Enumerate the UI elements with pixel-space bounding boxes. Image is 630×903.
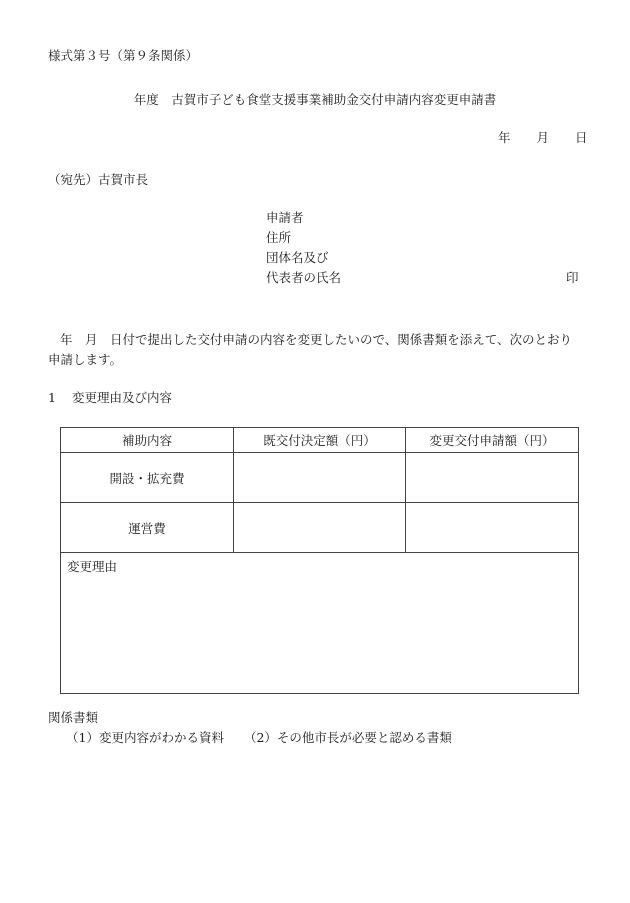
applicant-organization-label: 団体名及び xyxy=(266,250,329,265)
date-month: 月 xyxy=(536,130,550,145)
reason-row xyxy=(61,553,579,694)
reason-cell[interactable] xyxy=(61,553,579,694)
row-requested-amount[interactable] xyxy=(406,503,579,553)
body-paragraph: 年 月 日付で提出した交付申請の内容を変更したいので、関係書類を添えて、次のとおり申請します。 xyxy=(48,332,573,367)
seal-mark: 印 xyxy=(566,270,579,285)
header-item: 補助内容 xyxy=(61,428,234,453)
section-title: 変更理由及び内容 xyxy=(72,390,173,405)
document-title: 年度 古賀市子ども食堂支援事業補助金交付申請内容変更申請書 xyxy=(133,92,497,107)
related-documents-list xyxy=(66,730,452,746)
row-item-label: 開設・拡充費 xyxy=(61,453,234,503)
row-item-label: 運営費 xyxy=(61,503,234,553)
reason-label: 変更理由 xyxy=(67,559,118,574)
applicant-address-label: 住所 xyxy=(266,230,292,245)
table-row xyxy=(61,453,579,503)
date-day: 日 xyxy=(575,130,588,145)
header-requested-amount: 変更交付申請額（円） xyxy=(406,428,579,453)
related-documents-heading: 関係書類 xyxy=(48,710,99,725)
date-line xyxy=(498,130,588,146)
related-document-item: （1）変更内容がわかる資料 xyxy=(66,730,224,745)
addressee: （宛先）古賀市長 xyxy=(48,172,149,187)
row-current-amount[interactable] xyxy=(234,503,406,553)
change-table xyxy=(60,427,579,694)
table-row xyxy=(61,503,579,553)
date-year: 年 xyxy=(498,130,511,145)
related-document-item: （2）その他市長が必要と認める書類 xyxy=(243,730,452,745)
applicant-representative-label: 代表者の氏名 xyxy=(266,270,342,285)
table-header-row xyxy=(61,428,579,453)
applicant-label: 申請者 xyxy=(266,210,304,225)
section-number: 1 xyxy=(48,390,56,405)
section-heading xyxy=(48,390,172,406)
row-requested-amount[interactable] xyxy=(406,453,579,503)
row-current-amount[interactable] xyxy=(234,453,406,503)
header-current-amount: 既交付決定額（円） xyxy=(234,428,406,453)
form-number: 様式第３号（第９条関係） xyxy=(48,48,199,63)
